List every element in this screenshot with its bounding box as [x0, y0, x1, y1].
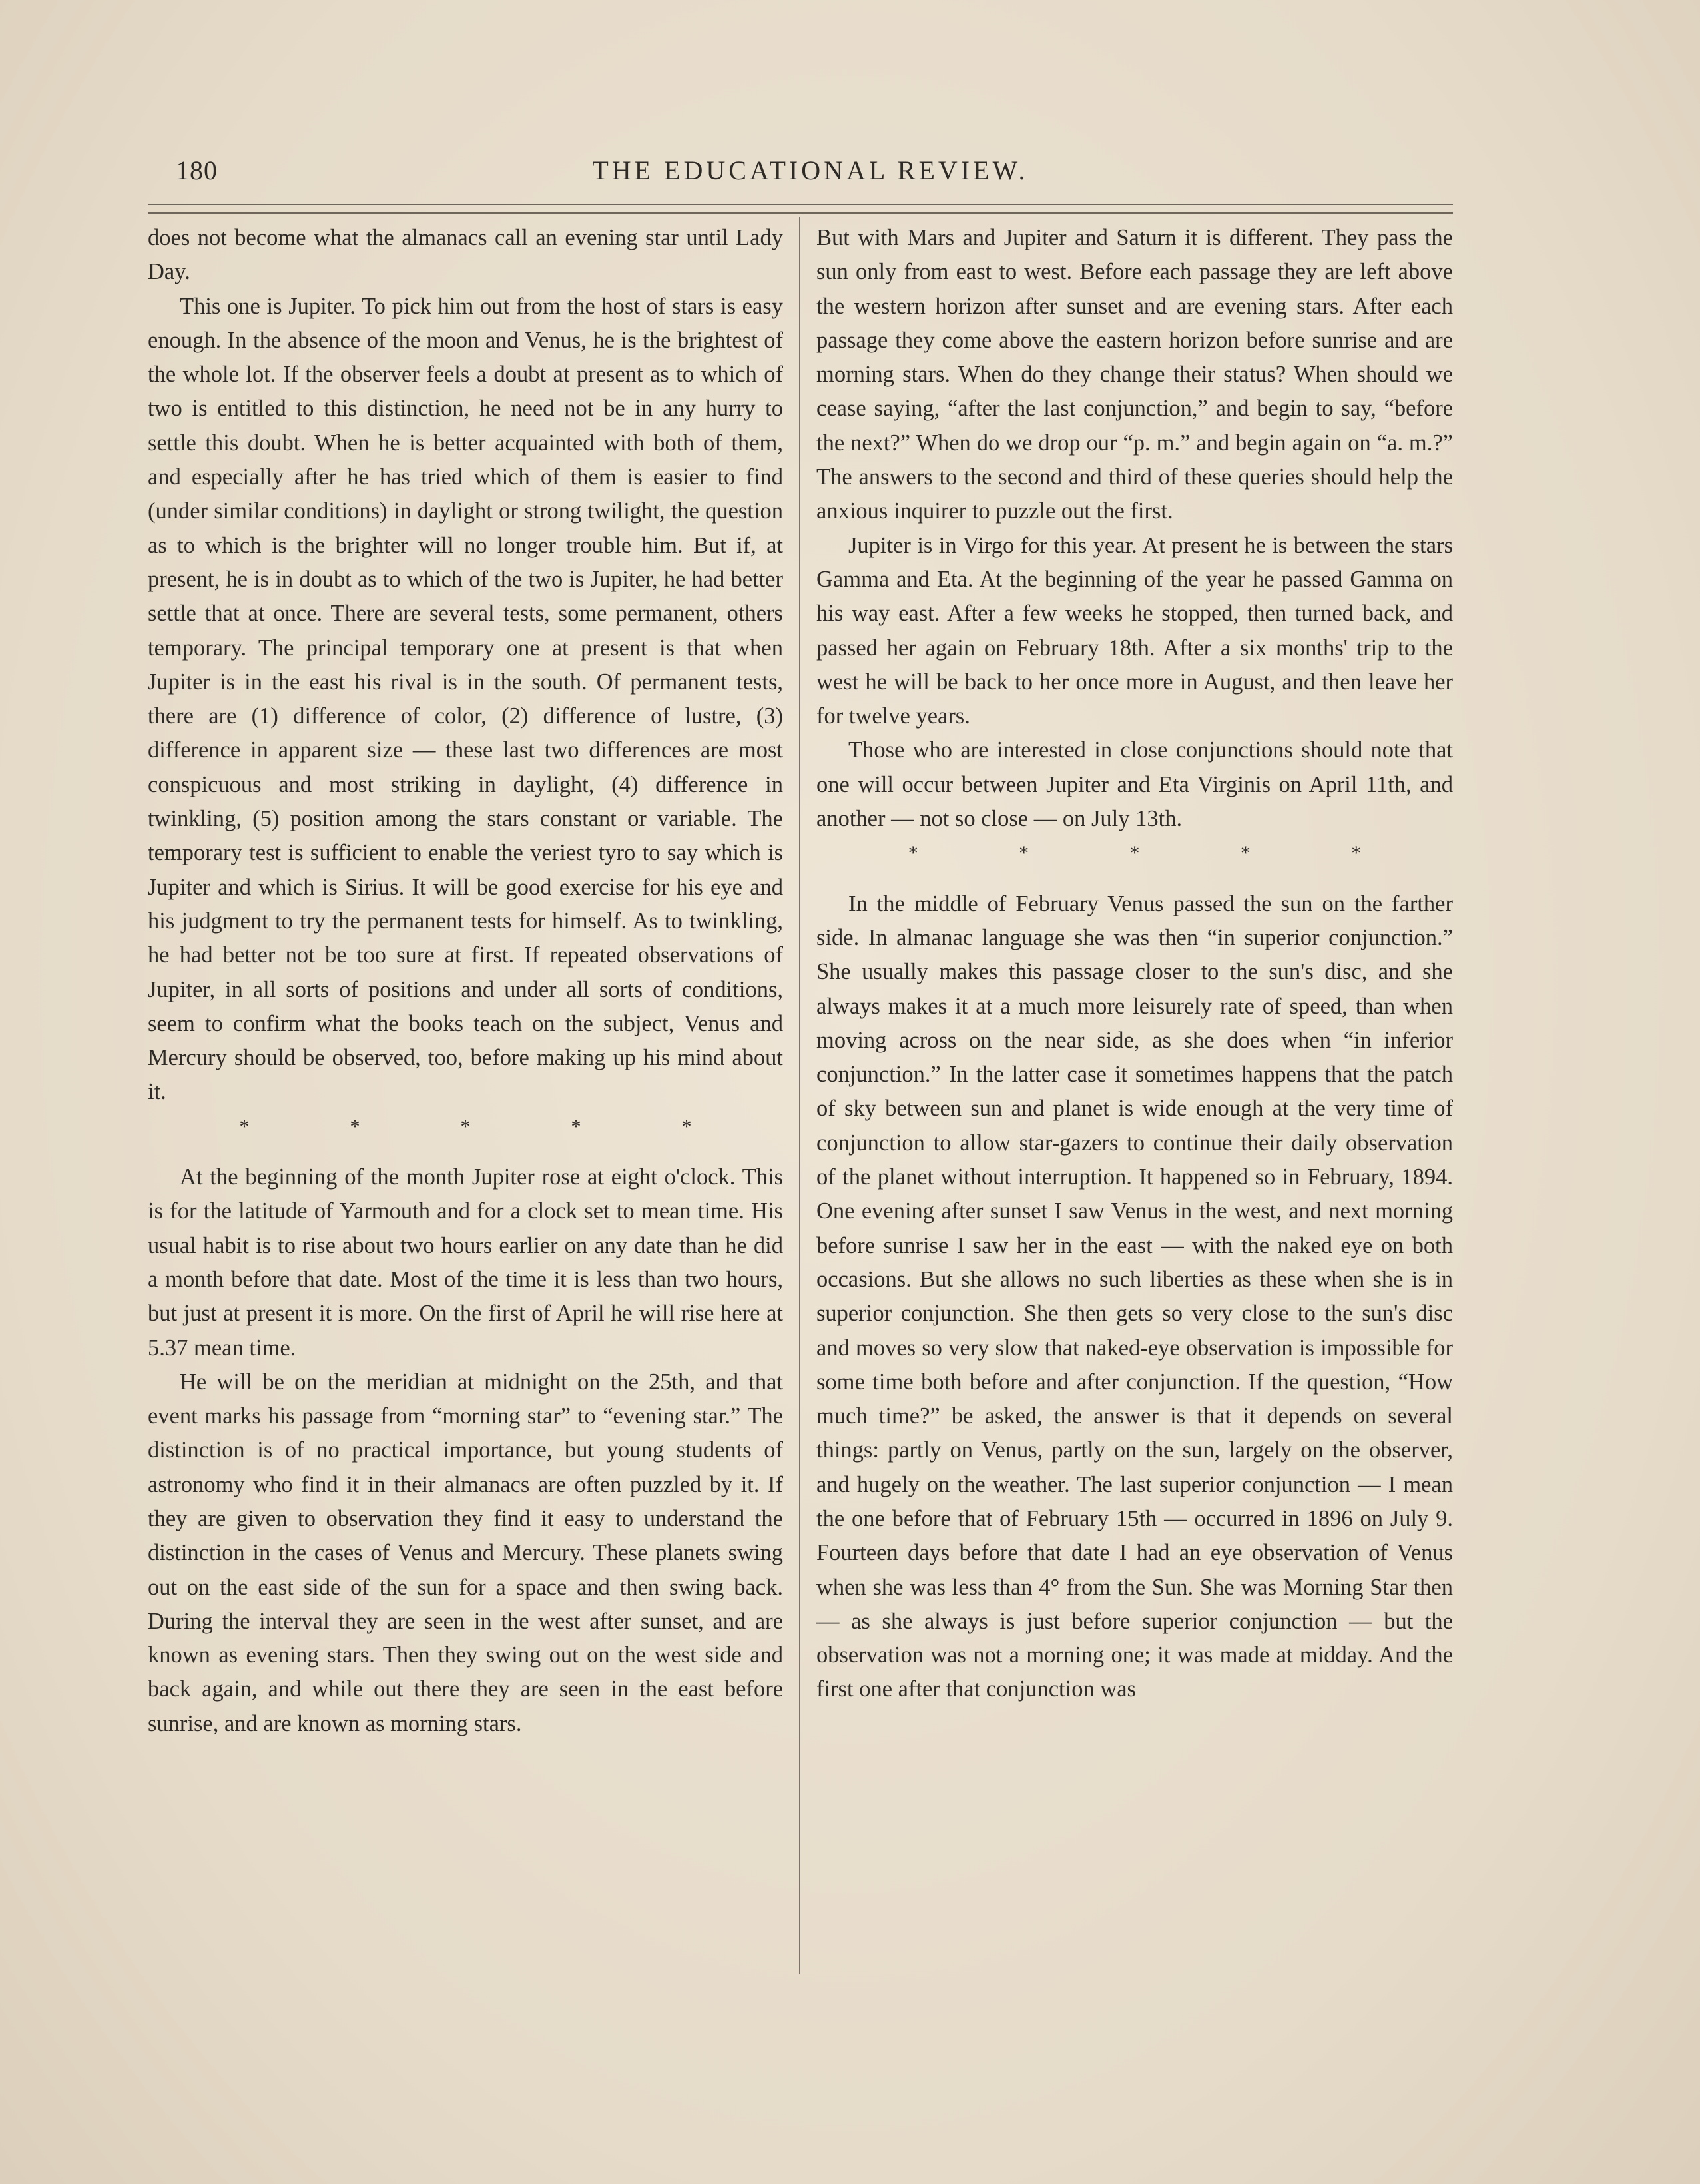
right-column	[816, 221, 1453, 1707]
paragraph: does not become what the almanacs call an evening star until Lady Day.	[148, 225, 783, 285]
paragraph: But with Mars and Jupiter and Saturn it is different. They pass the sun only from east to west. Before each passage they are left above the western horizon after sunset and are evening stars. After each passage they come above the eastern horizon before sunrise and are morning stars. When do they change their status? When should we cease saying, “after the last conjunction,” and begin to say, “before the next?” When do we drop our “p. m.” and begin again on “a. m.?” The answers to the second and third of these queries should help the anxious inquirer to puzzle out the first.	[816, 225, 1453, 524]
asterisk: *	[1351, 842, 1362, 865]
section-separator	[148, 1110, 783, 1144]
asterisk: *	[1129, 842, 1140, 865]
asterisk: *	[239, 1115, 250, 1138]
paragraph: At the beginning of the month Jupiter rose at eight o'clock. This is for the latitude of Yarmouth and for a clock set to mean time. His usual habit is to rise about two hours earlier on any date than he did a month before that date. Most of the time it is less than two hours, but just at present it is more. On the first of April he will rise here at 5.37 mean time.	[148, 1164, 783, 1361]
header-rule-bottom	[148, 212, 1453, 214]
paragraph: This one is Jupiter. To pick him out from the host of stars is easy enough. In the absence of the moon and Venus, he is the brightest of the whole lot. If the observer feels a doubt at present as to which of two is entitled to this distinction, he need not be in any hurry to settle this doubt. When he is better acquainted with both of them, and especially after he has tried which of them is easier to find (under similar conditions) in daylight or strong twilight, the question as to which is the brighter will no longer trouble him. But if, at present, he is in doubt as to which of the two is Jupiter, he had better settle that at once. There are several tests, some permanent, others temporary. The principal temporary one at present is that when Jupiter is in the east his rival is in the south. Of permanent tests, there are (1) difference of color, (2) difference of lustre, (3) difference in apparent size — these last two differences are most conspicuous and most striking in daylight, (4) difference in twinkling, (5) position among the stars constant or variable. The temporary test is sufficient to enable the veriest tyro to say which is Jupiter and which is Sirius. It will be good exercise for his eye and his judgment to try the permanent tests for himself. As to twinkling, he had better not be too sure at first. If repeated observations of Jupiter, in all sorts of positions and under all sorts of conditions, seem to confirm what the books teach on the subject, Venus and Mercury should be observed, too, before making up his mind about it.	[148, 293, 783, 1105]
page-number: 180	[176, 155, 218, 185]
paragraph: In the middle of February Venus passed the sun on the farther side. In almanac language she was then “in superior conjunction.” She usually makes this passage closer to the sun's disc, and she always makes it at a much more leisurely rate of speed, than when moving across on the near side, as she does when “in inferior conjunction.” In the latter case it sometimes happens that the patch of sky between sun and planet is wide enough at the very time of conjunction to allow star-gazers to continue their daily observation of the planet without interruption. It happened so in February, 1894. One evening after sunset I saw Venus in the west, and next morning before sunrise I saw her in the east — with the naked eye on both occasions. But she allows no such liberties as these when she is in superior conjunction. She then gets so very close to the sun's disc and moves so very slow that naked-eye observation is impossible for some time both before and after conjunction. If the question, “How much time?” be asked, the answer is that it depends on several things: partly on Venus, partly on the sun, largely on the observer, and hugely on the weather. The last superior conjunction — I mean the one before that of February 15th — occurred in 1896 on July 9. Fourteen days before that date I had an eye observation of Venus when she was less than 4° from the Sun. She was Morning Star then — as she always is just before superior conjunction — but the observation was not a morning one; it was made at midday. And the first one after that conjunction was	[816, 891, 1453, 1702]
header-rule-top	[148, 204, 1453, 205]
asterisk: *	[681, 1115, 692, 1138]
running-title: THE EDUCATIONAL REVIEW.	[592, 155, 1029, 185]
asterisk: *	[908, 842, 918, 865]
asterisk: *	[350, 1115, 360, 1138]
left-column	[148, 221, 783, 1741]
paragraph: He will be on the meridian at midnight on the 25th, and that event marks his passage from “morning star” to “evening star.” The distinction is of no practical importance, but young students of astronomy who find it in their almanacs are often puzzled by it. If they are given to observation they find it easy to understand the distinction in the cases of Venus and Mercury. These planets swing out on the east side of the sun for a space and then swing back. During the interval they are seen in the west after sunset, and are known as evening stars. Then they swing out on the west side and back again, and while out there they are seen in the east before sunrise, and are known as morning stars.	[148, 1369, 783, 1736]
asterisk: *	[1240, 842, 1251, 865]
paragraph: Those who are interested in close conjunctions should note that one will occur between Jupiter and Eta Virginis on April 11th, and another — not so close — on July 13th.	[816, 737, 1453, 832]
asterisk: *	[1019, 842, 1029, 865]
asterisk: *	[571, 1115, 581, 1138]
page-header	[168, 155, 1453, 194]
column-divider	[799, 217, 800, 1974]
paragraph: Jupiter is in Virgo for this year. At present he is between the stars Gamma and Eta. At the beginning of the year he passed Gamma on his way east. After a few weeks he stopped, then turned back, and passed her again on February 18th. After a six months' trip to the west he will be back to her once more in August, and then leave her for twelve years.	[816, 532, 1453, 729]
asterisk: *	[460, 1115, 471, 1138]
section-separator	[816, 836, 1453, 870]
